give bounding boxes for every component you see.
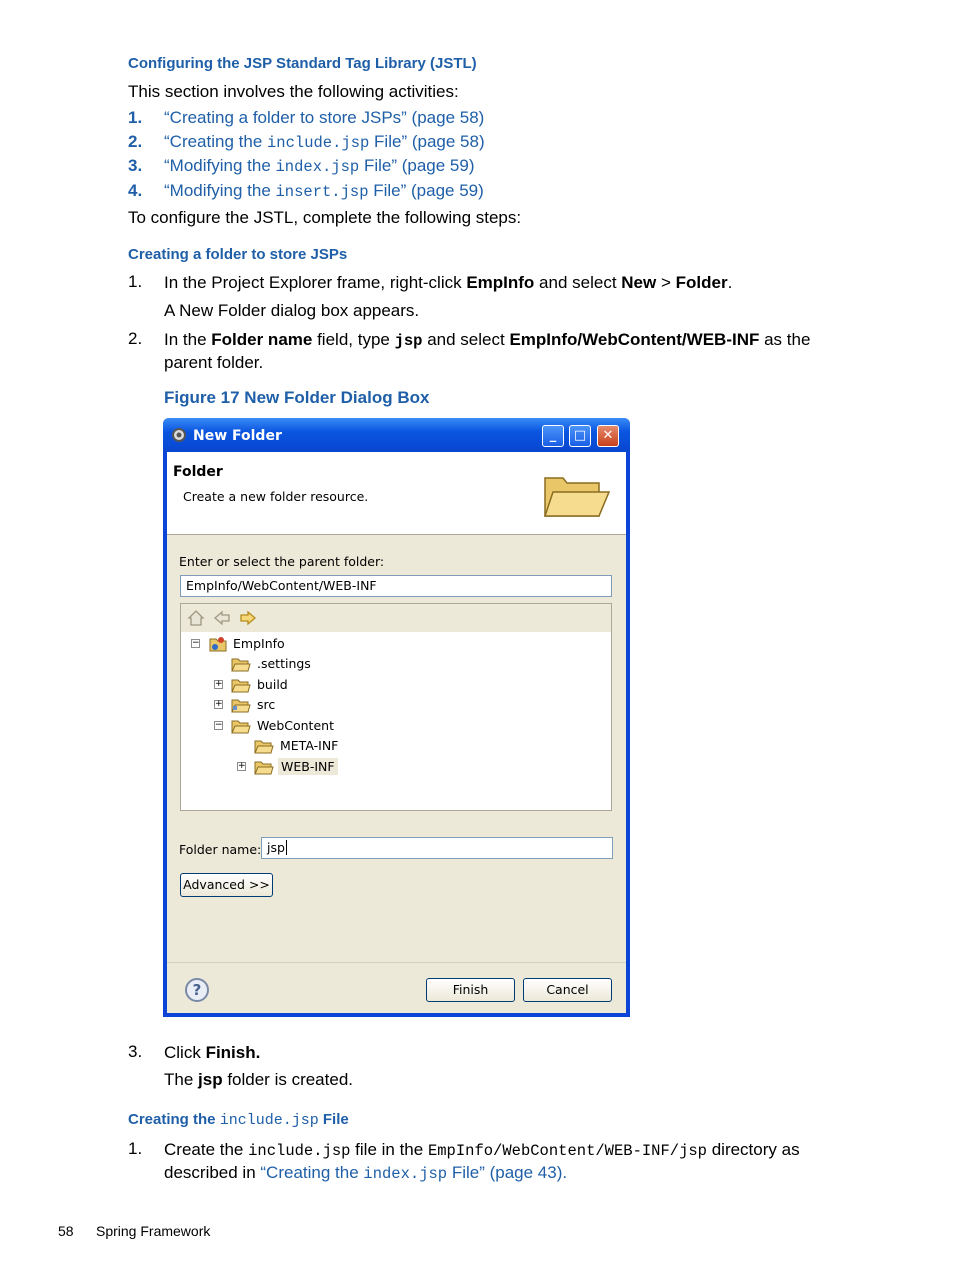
section-title: Configuring the JSP Standard Tag Library (JSTL) xyxy=(128,55,477,72)
banner-description: Create a new folder resource. xyxy=(183,489,369,504)
subsection-title-include: Creating the include.jsp File xyxy=(128,1111,349,1129)
activity-link[interactable]: “Modifying the index.jsp File” (page 59) xyxy=(164,156,475,176)
folder-icon xyxy=(254,759,274,775)
tree-toolbar xyxy=(181,604,611,632)
activity-number: 3. xyxy=(128,156,143,175)
activity-link[interactable]: “Modifying the insert.jsp File” (page 59) xyxy=(164,181,484,201)
activity-number: 1. xyxy=(128,108,143,127)
finish-button[interactable]: Finish xyxy=(426,978,515,1002)
dialog-banner xyxy=(167,452,626,535)
home-icon[interactable] xyxy=(187,609,205,627)
page-number: 58 xyxy=(58,1223,74,1239)
folder-icon xyxy=(231,677,251,693)
dialog-body xyxy=(167,452,626,1013)
index-jsp-link[interactable]: “Creating the index.jsp File” (page 43) xyxy=(260,1163,563,1183)
tree-node-label: WebContent xyxy=(257,718,334,733)
source-folder-icon xyxy=(231,697,251,713)
configure-text: To configure the JSTL, complete the following steps: xyxy=(128,208,522,227)
footer-title: Spring Framework xyxy=(96,1223,211,1239)
tree-node-label: META-INF xyxy=(280,738,339,753)
footer-divider xyxy=(167,962,626,963)
gear-icon xyxy=(170,426,188,444)
folder-name-label: Folder name: xyxy=(179,842,262,857)
folder-name-input[interactable]: jsp xyxy=(261,837,613,859)
folder-icon xyxy=(231,718,251,734)
folder-tree[interactable] xyxy=(180,603,612,811)
new-folder-dialog xyxy=(163,418,630,1017)
intro-text: This section involves the following activities: xyxy=(128,82,459,101)
expand-toggle[interactable]: + xyxy=(215,699,223,709)
figure-caption: Figure 17 New Folder Dialog Box xyxy=(164,388,430,407)
subsection-title-folder: Creating a folder to store JSPs xyxy=(128,246,348,263)
forward-arrow-icon[interactable] xyxy=(239,609,257,627)
activity-link[interactable]: “Creating a folder to store JSPs” (page 58) xyxy=(164,108,485,127)
folder-open-icon xyxy=(541,470,611,520)
maximize-button[interactable]: □ xyxy=(569,425,591,447)
folder-icon xyxy=(254,738,274,754)
collapse-toggle[interactable]: − xyxy=(215,720,223,730)
folder-icon xyxy=(231,656,251,672)
tree-node-label: .settings xyxy=(257,656,311,671)
close-button[interactable]: ✕ xyxy=(597,425,619,447)
back-arrow-icon[interactable] xyxy=(213,609,231,627)
activity-link[interactable]: “Creating the include.jsp File” (page 58) xyxy=(164,132,485,152)
parent-folder-label: Enter or select the parent folder: xyxy=(179,554,385,569)
help-icon[interactable]: ? xyxy=(185,978,209,1002)
advanced-button[interactable]: Advanced >> xyxy=(180,873,273,897)
expand-toggle[interactable]: + xyxy=(238,761,246,771)
cancel-button[interactable]: Cancel xyxy=(523,978,612,1002)
expand-toggle[interactable]: + xyxy=(215,679,223,689)
tree-node-label: EmpInfo xyxy=(233,636,285,651)
tree-node-label: build xyxy=(257,677,288,692)
banner-title: Folder xyxy=(173,464,223,480)
dialog-titlebar[interactable] xyxy=(163,418,630,452)
activity-number: 4. xyxy=(128,181,143,200)
activity-number: 2. xyxy=(128,132,143,151)
parent-folder-input[interactable]: EmpInfo/WebContent/WEB-INF xyxy=(180,575,612,597)
project-icon xyxy=(208,635,228,653)
minimize-button[interactable]: _ xyxy=(542,425,564,447)
tree-node-label-selected: WEB-INF xyxy=(278,758,338,775)
tree-node-label: src xyxy=(257,697,276,712)
dialog-title: New Folder xyxy=(193,428,282,444)
collapse-toggle[interactable]: − xyxy=(192,638,200,648)
